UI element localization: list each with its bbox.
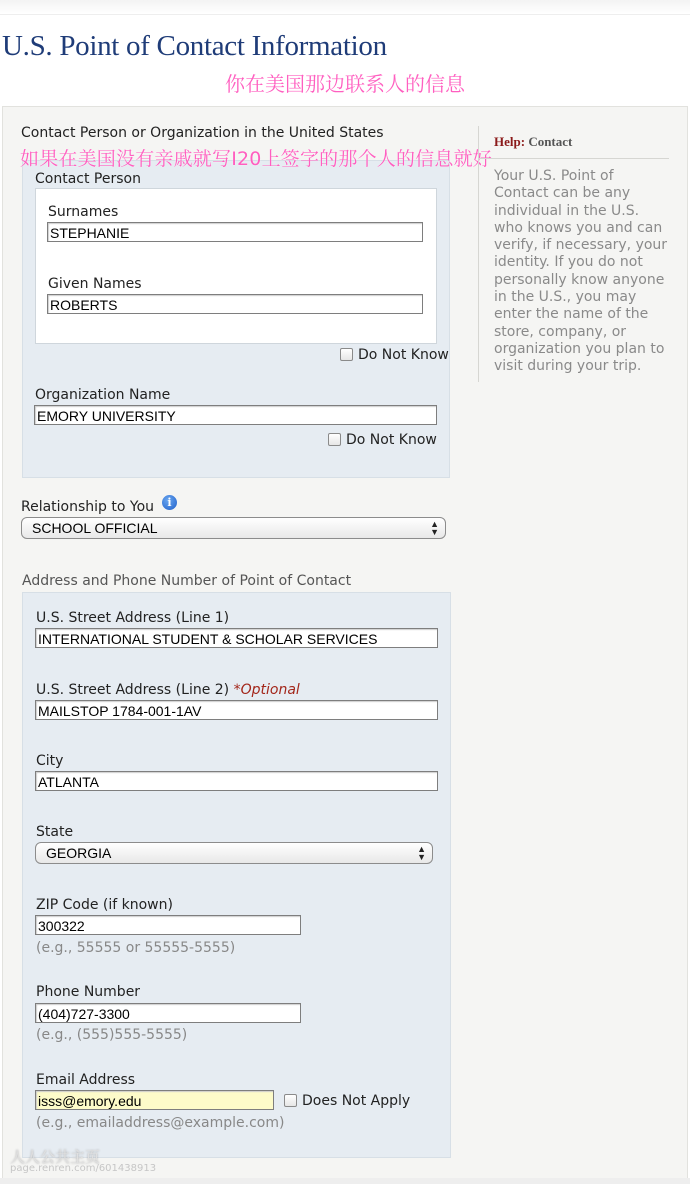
help-title: Help: Contact bbox=[494, 134, 573, 149]
given-names-input[interactable]: ROBERTS bbox=[47, 294, 423, 314]
organization-name-label: Organization Name bbox=[35, 387, 171, 403]
street2-input[interactable]: MAILSTOP 1784-001-1AV bbox=[35, 700, 438, 720]
contact-person-label: Contact Person bbox=[35, 171, 141, 187]
select-arrows-icon: ▲ ▼ bbox=[417, 844, 426, 862]
zip-hint: (e.g., 55555 or 55555-5555) bbox=[36, 940, 236, 956]
relationship-select[interactable]: SCHOOL OFFICIAL ▲ ▼ bbox=[21, 517, 446, 539]
info-icon[interactable]: i bbox=[162, 495, 177, 510]
person-do-not-know-checkbox[interactable] bbox=[340, 348, 353, 361]
annotation-contact: 如果在美国没有亲戚就写I20上签字的那个人的信息就好 bbox=[20, 148, 492, 170]
street1-label: U.S. Street Address (Line 1) bbox=[36, 610, 230, 626]
state-select[interactable]: GEORGIA ▲ ▼ bbox=[35, 842, 433, 864]
given-names-label: Given Names bbox=[48, 276, 142, 292]
email-does-not-apply-checkbox[interactable] bbox=[284, 1094, 297, 1107]
org-do-not-know-checkbox[interactable] bbox=[328, 433, 341, 446]
email-label: Email Address bbox=[36, 1072, 136, 1088]
help-text: Your U.S. Point of Contact can be any individual in the U.S. who knows you and can verify, if necessary, your identity. If you do not personally know anyone in the U.S., you may enter the name of the store, company, or organization you plan to visit during your trip. bbox=[494, 168, 668, 375]
email-does-not-apply-label: Does Not Apply bbox=[302, 1093, 411, 1109]
top-strip bbox=[0, 0, 690, 15]
phone-input[interactable]: (404)727-3300 bbox=[35, 1003, 301, 1023]
org-do-not-know-label: Do Not Know bbox=[346, 432, 437, 448]
organization-name-input[interactable]: EMORY UNIVERSITY bbox=[34, 405, 437, 425]
email-input[interactable]: isss@emory.edu bbox=[35, 1090, 274, 1110]
phone-hint: (e.g., (555)555-5555) bbox=[36, 1027, 188, 1043]
phone-label: Phone Number bbox=[36, 984, 141, 1000]
surnames-input[interactable]: STEPHANIE bbox=[47, 222, 423, 242]
help-panel bbox=[478, 126, 669, 382]
zip-input[interactable]: 300322 bbox=[35, 915, 301, 935]
zip-label: ZIP Code (if known) bbox=[36, 897, 173, 913]
bottom-strip bbox=[0, 1178, 690, 1184]
street1-input[interactable]: INTERNATIONAL STUDENT & SCHOLAR SERVICES bbox=[35, 628, 438, 648]
optional-marker: *Optional bbox=[233, 682, 300, 698]
surnames-label: Surnames bbox=[48, 204, 119, 220]
watermark-url: page.renren.com/601438913 bbox=[10, 1163, 157, 1174]
watermark-logo: 人人公共主页 bbox=[10, 1148, 101, 1166]
email-hint: (e.g., emailaddress@example.com) bbox=[36, 1115, 285, 1131]
help-divider bbox=[479, 158, 669, 159]
state-label: State bbox=[36, 824, 74, 840]
select-arrows-icon: ▲ ▼ bbox=[430, 519, 439, 537]
city-label: City bbox=[36, 753, 64, 769]
address-section-label: Address and Phone Number of Point of Contact bbox=[22, 573, 352, 589]
page-title: U.S. Point of Contact Information bbox=[2, 30, 387, 62]
annotation-top: 你在美国那边联系人的信息 bbox=[225, 72, 465, 96]
city-input[interactable]: ATLANTA bbox=[35, 771, 438, 791]
relationship-label: Relationship to You bbox=[21, 499, 155, 515]
person-do-not-know-label: Do Not Know bbox=[358, 347, 449, 363]
contact-section-label: Contact Person or Organization in the United States bbox=[21, 125, 384, 141]
street2-label: U.S. Street Address (Line 2) *Optional bbox=[36, 682, 300, 698]
